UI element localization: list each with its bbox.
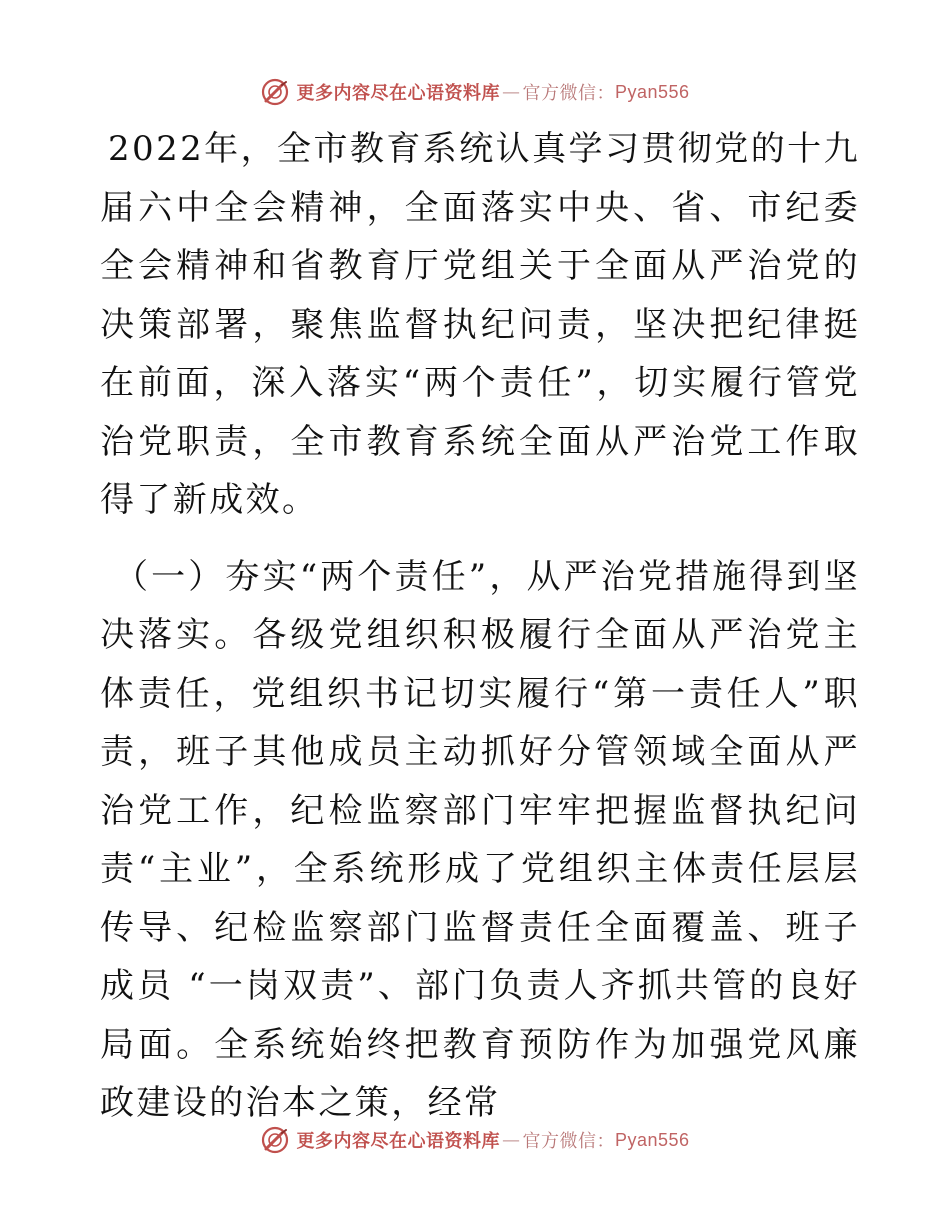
watermark-separator: — [501, 81, 521, 103]
brand-logo-icon [260, 77, 290, 107]
watermark-separator: — [501, 1129, 521, 1151]
brand-logo-icon [260, 1125, 290, 1155]
document-body [100, 120, 860, 1133]
watermark-header [0, 72, 950, 112]
watermark-wechat-id: Pyan556 [614, 1129, 690, 1150]
paragraph-1: 2022年，全市教育系统认真学习贯彻党的十九届六中全会精神，全面落实中央、省、市纪委全会精神和省教育厅党组关于全面从严治党的决策部署，聚焦监督执纪问责，坚决把纪律挺在前面，深入落实“两个责任”，切实履行管党治党职责，全市教育系统全面从严治党工作取得了新成效。 [100, 129, 860, 520]
watermark-brand: 更多内容尽在心语资料库 [296, 1131, 500, 1152]
watermark-brand: 更多内容尽在心语资料库 [296, 83, 500, 104]
watermark-label: 官方微信： [522, 83, 615, 104]
paragraph-2: （一）夯实“两个责任”，从严治党措施得到坚决落实。各级党组织积极履行全面从严治党主体责任，党组织书记切实履行“第一责任人”职责，班子其他成员主动抓好分管领域全面从严治党工作，纪检监察部门牢牢把握监督执纪问责“主业”，全系统形成了党组织主体责任层层传导、纪检监察部门监督责任全面覆盖、班子成员 “一岗双责”、部门负责人齐抓共管的良好局面。全系统始终把教育预防作为加强党风廉政建设的治本之策，经常 [100, 556, 860, 1123]
watermark-label: 官方微信： [522, 1131, 615, 1152]
watermark-wechat-id: Pyan556 [614, 81, 690, 102]
watermark-footer [0, 1120, 950, 1160]
